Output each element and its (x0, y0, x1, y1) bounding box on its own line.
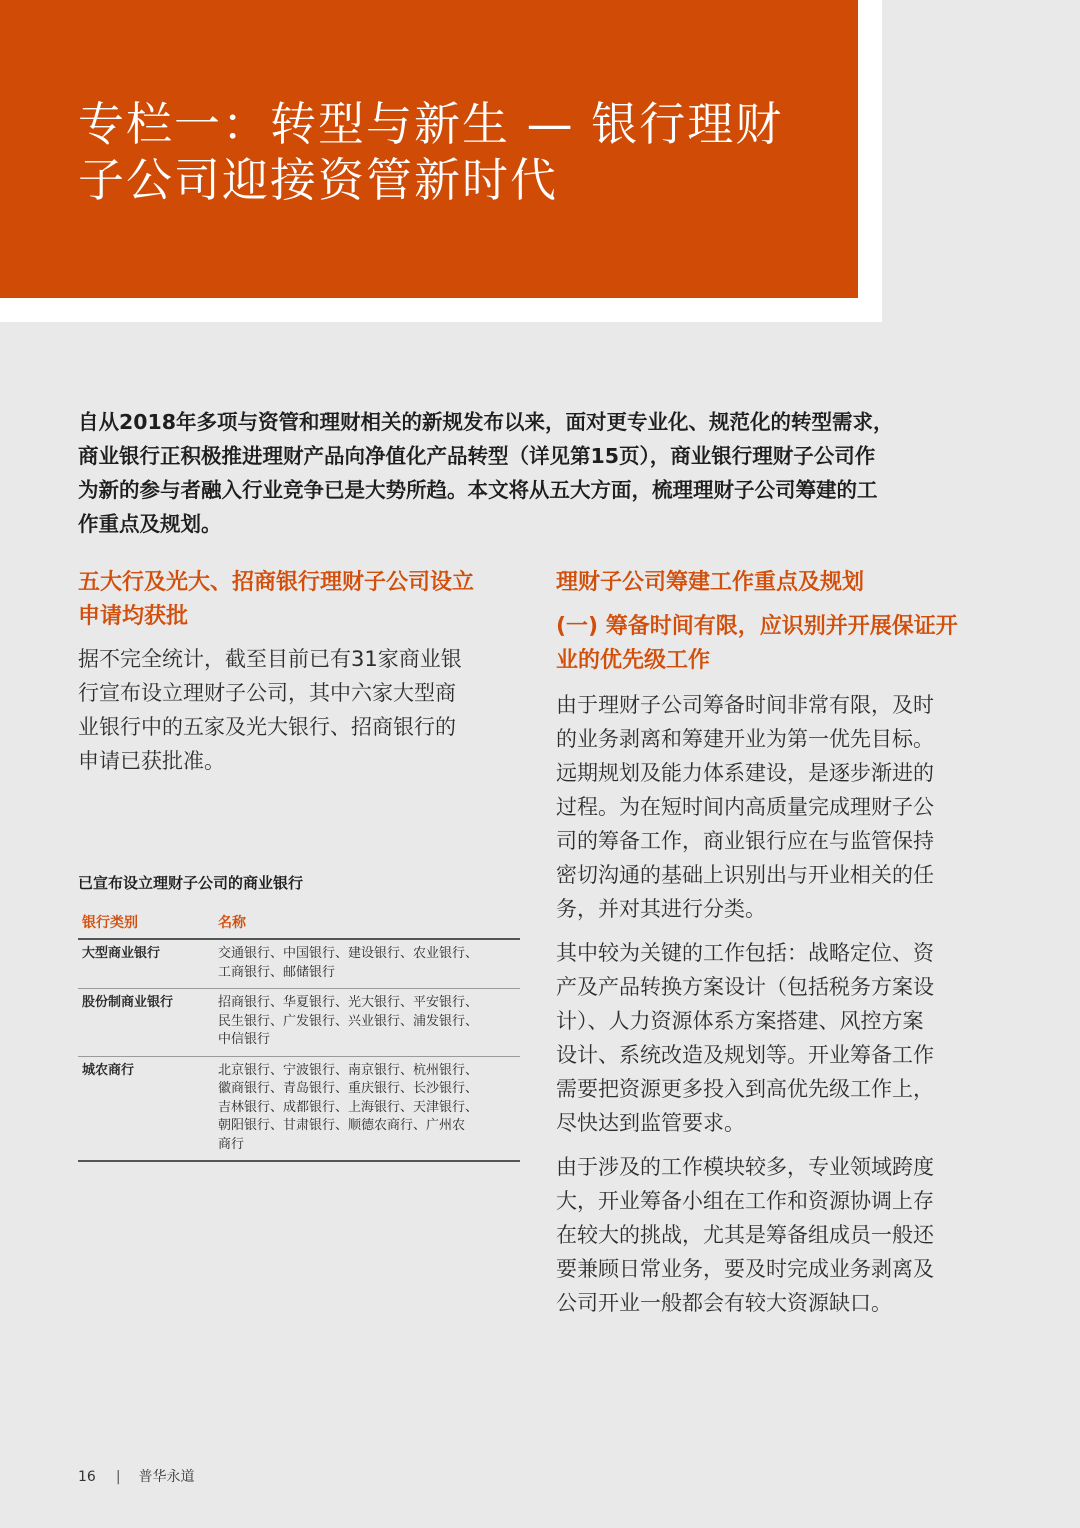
intro-line: 自从2018年多项与资管和理财相关的新规发布以来，面对更专业化、规范化的转型需求， (78, 410, 894, 434)
bank-names-line: 朝阳银行、甘肃银行、顺德农商行、广州农 (218, 1118, 466, 1133)
left-section-heading (78, 566, 528, 634)
table-header-row (78, 906, 520, 939)
bank-names (214, 1056, 520, 1161)
body-line: 需要把资源更多投入到高优先级工作上， (556, 1077, 934, 1101)
body-line: 务，并对其进行分类。 (556, 897, 766, 921)
left-body-line: 行宣布设立理财子公司，其中六家大型商 (78, 681, 456, 705)
right-heading-line: 理财子公司筹建工作重点及规划 (556, 570, 865, 595)
bank-names (214, 939, 520, 989)
body-line: 设计、系统改造及规划等。开业筹备工作 (556, 1043, 934, 1067)
bank-category: 城农商行 (78, 1056, 214, 1161)
bank-names-line: 北京银行、宁波银行、南京银行、杭州银行、 (218, 1062, 479, 1078)
bank-category: 大型商业银行 (78, 939, 214, 989)
bank-names (214, 989, 520, 1057)
bank-names-line: 工商银行、邮储银行 (218, 964, 336, 980)
body-line: 大，开业筹备小组在工作和资源协调上存 (556, 1189, 934, 1213)
bank-names-line: 交通银行、中国银行、建设银行、农业银行、 (218, 946, 479, 961)
intro-line: 商业银行正积极推进理财产品向净值化产品转型（详见第15页），商业银行理财子公司作 (78, 444, 876, 468)
intro-line: 为新的参与者融入行业竞争已是大势所趋。本文将从五大方面，梳理理财子公司筹建的工 (78, 478, 878, 502)
table-row (78, 989, 520, 1057)
bank-names-line: 民生银行、广发银行、兴业银行、浦发银行、 (218, 1013, 479, 1029)
body-line: 公司开业一般都会有较大资源缺口。 (556, 1291, 892, 1315)
intro-paragraph (78, 405, 1008, 541)
body-line: 要兼顾日常业务，要及时完成业务剥离及 (556, 1257, 934, 1281)
page-number: 16 (78, 1469, 96, 1485)
bank-names-line: 吉林银行、成都银行、上海银行、天津银行、 (218, 1099, 479, 1115)
body-line: 尽快达到监管要求。 (556, 1111, 745, 1135)
header-name: 名称 (214, 906, 520, 939)
bank-names-line: 商行 (218, 1136, 245, 1152)
page-title-line-1: 专栏一：转型与新生 — 银行理财 (78, 97, 784, 151)
body-line: 司的筹备工作，商业银行应在与监管保持 (556, 829, 934, 853)
left-body-paragraph (78, 642, 528, 778)
bank-table (78, 906, 520, 1162)
body-line: 在较大的挑战，尤其是筹备组成员一般还 (556, 1223, 934, 1247)
footer-separator: | (115, 1469, 121, 1485)
right-subheading (556, 610, 1006, 678)
right-subheading-line: 业的优先级工作 (556, 648, 711, 673)
left-heading-line: 申请均获批 (78, 604, 189, 629)
header-category: 银行类别 (78, 906, 214, 939)
table-row (78, 939, 520, 989)
right-paragraph-2 (556, 936, 1006, 1140)
body-line: 远期规划及能力体系建设，是逐步渐进的 (556, 761, 934, 785)
left-column (78, 566, 528, 778)
body-line: 密切沟通的基础上识别出与开业相关的任 (556, 863, 934, 887)
bank-names-line: 招商银行、华夏银行、光大银行、平安银行、 (218, 995, 479, 1010)
page-title-line-2: 子公司迎接资管新时代 (78, 153, 558, 207)
table-title: 已宣布设立理财子公司的商业银行 (78, 874, 304, 892)
title-banner (0, 0, 858, 298)
body-line: 过程。为在短时间内高质量完成理财子公 (556, 795, 934, 819)
right-paragraph-3 (556, 1150, 1006, 1320)
right-column (556, 566, 1006, 1320)
publication-name: 普华永道 (138, 1469, 195, 1485)
body-line: 其中较为关键的工作包括：战略定位、资 (556, 941, 934, 965)
body-line: 的业务剥离和筹建开业为第一优先目标。 (556, 727, 934, 751)
bank-category: 股份制商业银行 (78, 989, 214, 1057)
left-heading-line: 五大行及光大、招商银行理财子公司设立 (78, 570, 475, 595)
intro-line: 作重点及规划。 (78, 512, 222, 536)
body-line: 由于理财子公司筹备时间非常有限，及时 (556, 693, 934, 717)
body-line: 由于涉及的工作模块较多，专业领域跨度 (556, 1155, 934, 1179)
bank-names-line: 中信银行 (218, 1032, 271, 1047)
page-footer (78, 1466, 195, 1486)
table-row (78, 1056, 520, 1161)
left-body-line: 据不完全统计，截至目前已有31家商业银 (78, 647, 462, 671)
right-section-heading (556, 566, 1006, 600)
page-title (78, 96, 848, 208)
left-body-line: 申请已获批准。 (78, 749, 225, 773)
body-line: 产及产品转换方案设计（包括税务方案设 (556, 975, 934, 999)
bank-names-line: 徽商银行、青岛银行、重庆银行、长沙银行、 (218, 1081, 479, 1096)
body-line: 计）、人力资源体系方案搭建、风控方案 (556, 1009, 924, 1033)
right-subheading-line: (一) 筹备时间有限，应识别并开展保证开 (556, 614, 958, 639)
right-paragraph-1 (556, 688, 1006, 926)
left-body-line: 业银行中的五家及光大银行、招商银行的 (78, 715, 456, 739)
